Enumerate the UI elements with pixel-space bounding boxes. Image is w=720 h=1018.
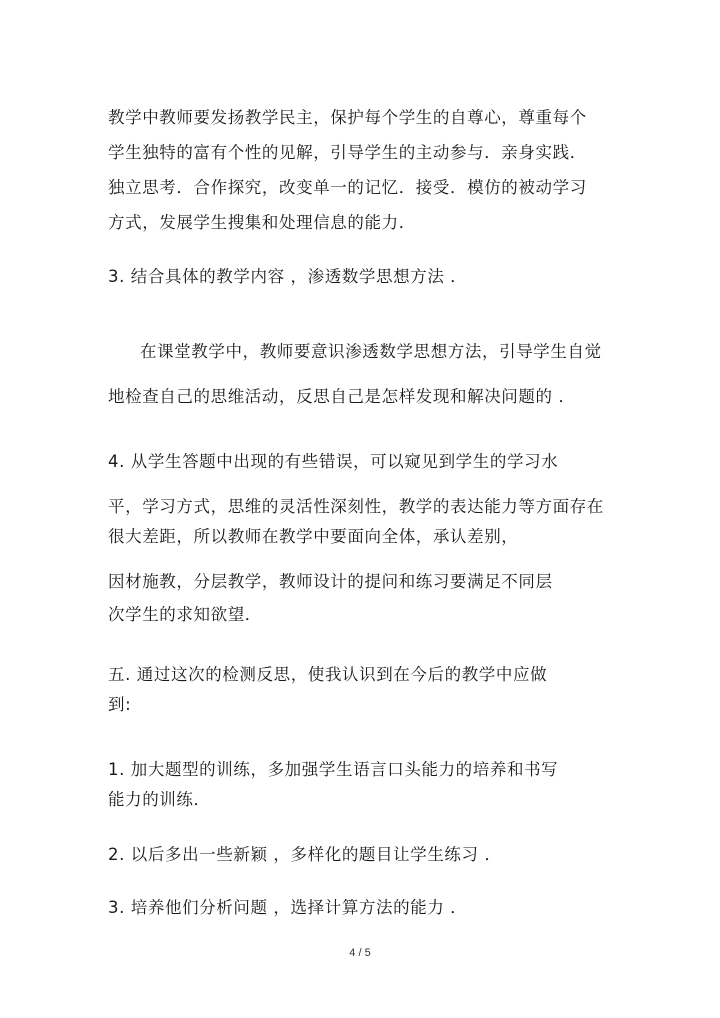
paragraph-3-line-1: 平，学习方式，思维的灵活性深刻性，教学的表达能力等方面存在 <box>108 497 604 516</box>
paragraph-1-line-3: 独立思考．合作探究，改变单一的记忆．接受．模仿的被动学习 <box>108 178 587 197</box>
list-item-2: 2. 以后多出一些新颖 ，多样化的题目让学生练习 ． <box>108 845 502 864</box>
paragraph-1-line-1: 教学中教师要发扬教学民主，保护每个学生的自尊心，尊重每个 <box>108 108 587 127</box>
paragraph-1-line-2: 学生独特的富有个性的见解，引导学生的主动参与．亲身实践． <box>108 143 587 162</box>
paragraph-2-line-2: 地检查自己的思维活动，反思自己是怎样发现和解决问题的 ． <box>108 387 576 406</box>
list-item-1-line-1: 1. 加大题型的训练，多加强学生语言口头能力的培养和书写 <box>108 760 559 779</box>
paragraph-3-line-3: 因材施教，分层教学，教师设计的提问和练习要满足不同层 <box>108 572 553 591</box>
list-item-1-line-2: 能力的训练． <box>108 790 211 809</box>
paragraph-1-line-4: 方式，发展学生搜集和处理信息的能力． <box>108 213 416 232</box>
list-item-3: 3. 培养他们分析问题 ，选择计算方法的能力 ． <box>108 898 468 917</box>
paragraph-2-line-1: 在课堂教学中，教师要意识渗透数学思想方法，引导学生自觉 <box>140 342 602 361</box>
section-5-line-2: 到: <box>108 695 132 714</box>
heading-point-3: 3. 结合具体的教学内容 ，渗透数学思想方法 ． <box>108 267 468 286</box>
paragraph-3-line-4: 次学生的求知欲望． <box>108 605 262 624</box>
section-5-line-1: 五. 通过这次的检测反思，使我认识到在今后的教学中应做 <box>108 665 548 684</box>
heading-point-4: 4. 从学生答题中出现的有些错误，可以窥见到学生的学习水 <box>108 452 559 471</box>
paragraph-3-line-2: 很大差距，所以教师在教学中要面向全体，承认差别， <box>108 527 519 546</box>
page-number: 4 / 5 <box>349 947 371 959</box>
